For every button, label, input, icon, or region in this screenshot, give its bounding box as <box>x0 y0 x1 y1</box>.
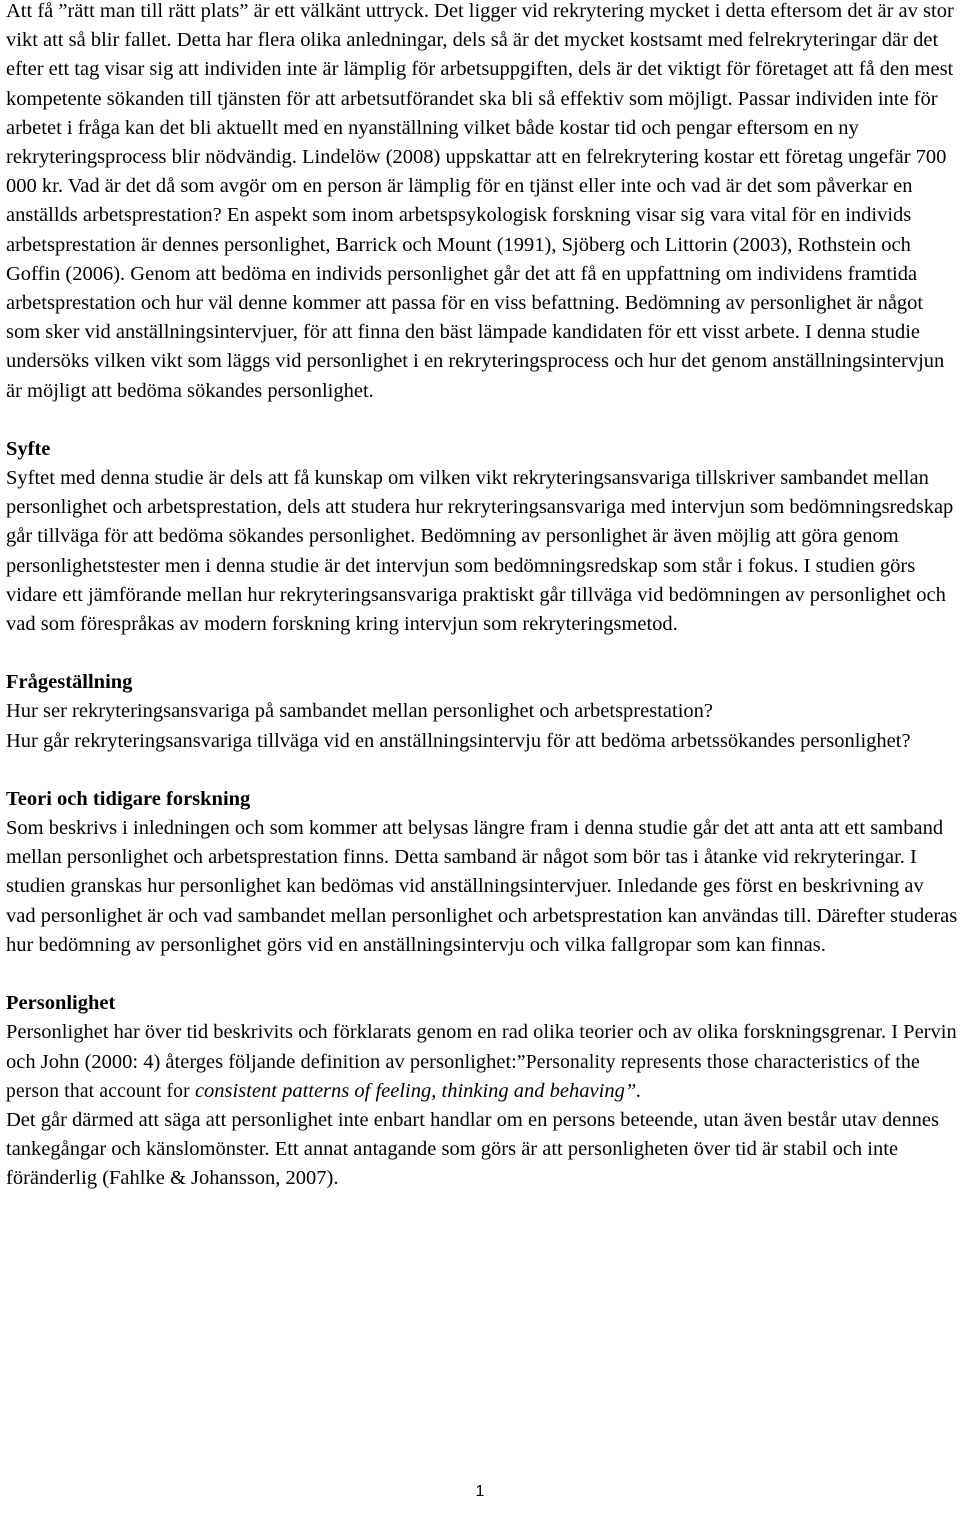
section-heading-teori: Teori och tidigare forskning <box>6 787 251 810</box>
page-number: 1 <box>475 1483 485 1500</box>
personlighet-paragraph <box>6 1018 958 1106</box>
definition-quote-italic: consistent patterns of feeling, thinking and behaving”. <box>194 1079 642 1102</box>
document-page <box>6 0 958 1194</box>
section-heading-fragestallning: Frågeställning <box>6 671 133 694</box>
teori-paragraph: Som beskrivs i inledningen och som kommer att belysas längre fram i denna studie går det att anta att ett samband mellan personlighet och arbetsprestation finns. Detta samband är något som bör tas i åtanke vid rekryteringar. I studien granskas hur personlighet kan bedömas vid anställningsintervjuer. Inledande ges först en beskrivning av vad personlighet är och vad sambandet mellan personlighet och arbetsprestation kan användas till. Därefter studeras hur bedömning av personlighet görs vid en anställningsintervju och vilka fallgropar som kan finnas. <box>6 817 958 956</box>
section-teori <box>6 785 958 960</box>
intro-paragraph: Att få ”rätt man till rätt plats” är ett välkänt uttryck. Det ligger vid rekrytering mycket i detta eftersom det är av stor vikt att så blir fallet. Detta har flera olika anledningar, dels så är det mycket kostsamt med felrekryteringar där det efter ett tag visar sig att individen inte är lämplig för arbetsuppgiften, dels är det viktigt för företaget att få den mest kompetente sökanden till tjänsten för att arbetsutförandet ska bli så effektiv som möjligt. Passar individen inte för arbetet i fråga kan det bli aktuellt med en nyanställning vilket både kostar tid och pengar eftersom en ny rekryteringsprocess blir nödvändig. Lindelöw (2008) uppskattar att en felrekrytering kostar ett företag ungefär 700 000 kr. Vad är det då som avgör om en person är lämplig för en tjänst eller inte och vad är det som påverkar en anställds arbetsprestation? En aspekt som inom arbetspsykologisk forskning visar sig vara vital för en individs arbetsprestation är dennes personlighet, Barrick och Mount (1991), Sjöberg och Littorin (2003), Rothstein och Goffin (2006). Genom att bedöma en individs personlighet går det att få en uppfattning om individens framtida arbetsprestation och hur väl denne kommer att passa för en viss befattning. Bedömning av personlighet är något som sker vid anställningsintervjuer, för att finna den bäst lämpade kandidaten för ett visst arbete. I denna studie undersöks vilken vikt som läggs vid personlighet i en rekryteringsprocess och hur det genom anställningsintervjun är möjligt att bedöma sökandes personlighet. <box>6 0 954 402</box>
section-syfte <box>6 435 958 639</box>
personlighet-lead-text: Personlighet har över tid beskrivits och förklarats genom en rad olika teorier och av olika forskningsgrenar. I Pervin och John (2000: 4) återges följande definition av personlighet: <box>6 1021 957 1073</box>
personlighet-follow-paragraph: Det går därmed att säga att personlighet inte enbart handlar om en persons beteende, utan även består utav dennes tankegångar och känslomönster. Ett annat antagande som görs är att personligheten över tid är stabil och inte föränderlig (Fahlke & Johansson, 2007). <box>6 1108 939 1190</box>
syfte-paragraph: Syftet med denna studie är dels att få kunskap om vilken vikt rekryteringsansvariga tillskriver sambandet mellan personlighet och arbetsprestation, dels att studera hur rekryteringsansvariga med intervjun som bedömningsredskap går tillväga för att bedöma sökandes personlighet. Bedömning av personlighet är även möjlig att göra genom personlighetstester men i denna studie är det intervjun som bedömningsredskap som står i fokus. I studien görs vidare ett jämförande mellan hur rekryteringsansvariga praktiskt går tillväga vid bedömningen av personlighet och vad som förespråkas av modern forskning kring intervjun som rekryteringsmetod. <box>6 467 954 636</box>
research-question-2: Hur går rekryteringsansvariga tillväga vid en anställningsintervju för att bedöma arbetssökandes personlighet? <box>6 729 911 752</box>
section-fragestallning <box>6 668 958 756</box>
research-question-1: Hur ser rekryteringsansvariga på sambandet mellan personlighet och arbetsprestation? <box>6 700 713 723</box>
definition-quote: ”Personality represents those characteristics of the person that account for <box>6 1051 920 1102</box>
section-heading-personlighet: Personlighet <box>6 992 116 1015</box>
section-personlighet <box>6 989 958 1193</box>
section-heading-syfte: Syfte <box>6 437 51 460</box>
